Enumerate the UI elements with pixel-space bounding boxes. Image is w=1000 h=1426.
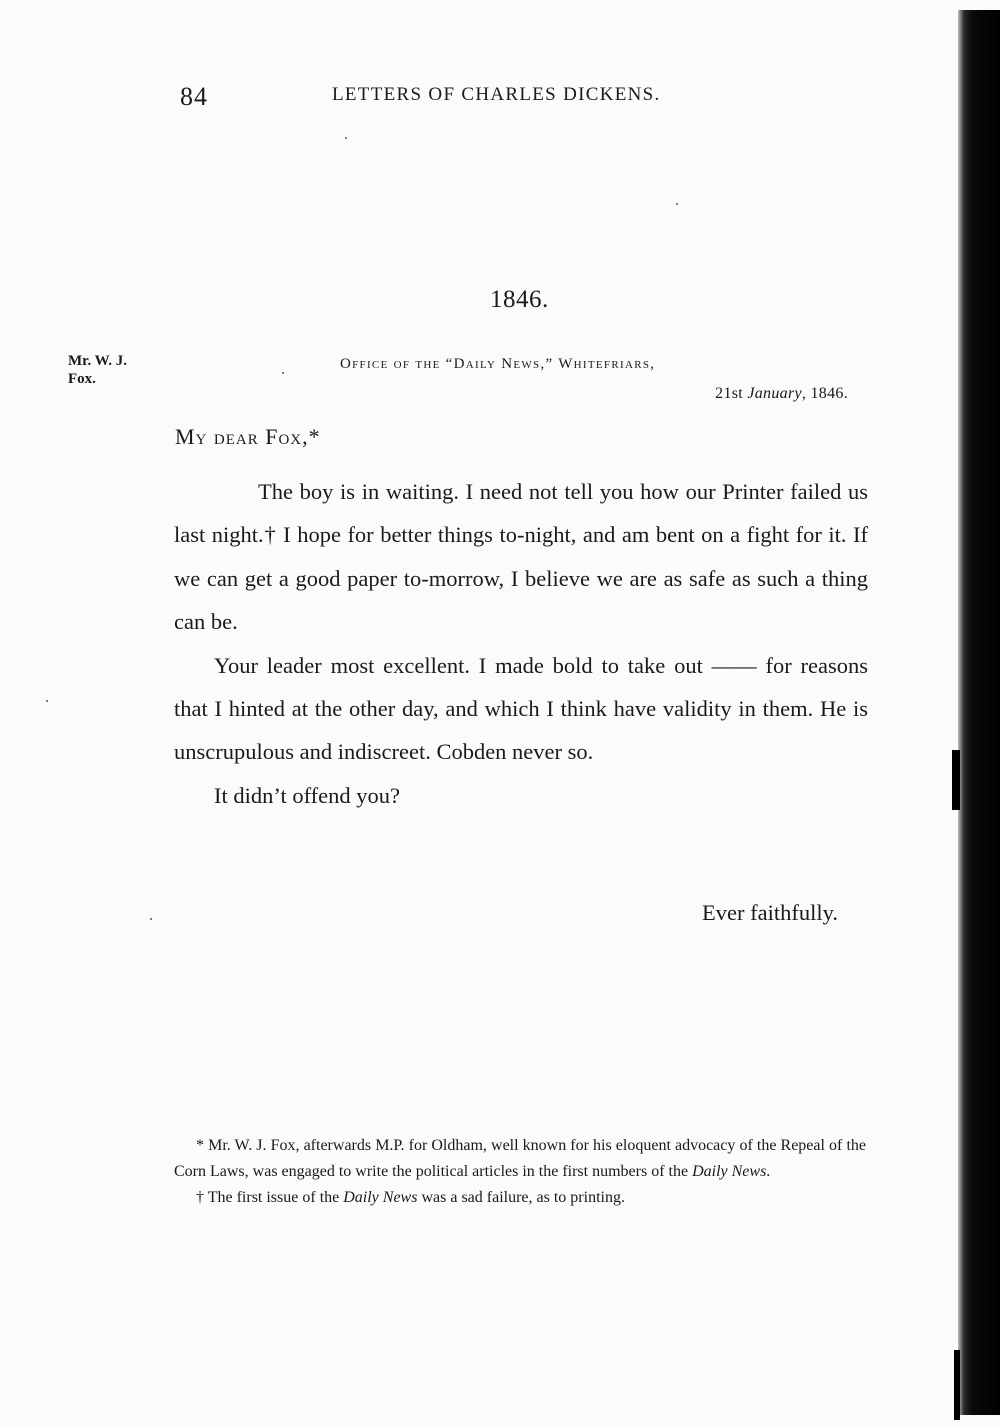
scan-speck: [46, 700, 48, 702]
footnote-text: .: [766, 1163, 771, 1180]
paragraph: The boy is in waiting. I need not tell you how our Printer failed us last night.† I hope for better things to-night, and am bent on a fight for it. If we can get a good paper to-morrow, I believe we are as safe as such a thing can be.: [174, 479, 868, 635]
page-number: 84: [180, 82, 208, 111]
footnote-italic: Daily News: [692, 1163, 767, 1180]
scan-speck: [282, 372, 284, 374]
date-year: , 1846.: [801, 385, 848, 402]
date-month: January: [743, 385, 802, 402]
running-head: LETTERS OF CHARLES DICKENS.: [332, 84, 661, 105]
letter-date: [600, 385, 848, 403]
margin-note: [68, 352, 168, 388]
scan-edge: [958, 10, 1000, 1415]
scan-speck: [676, 203, 678, 205]
paragraph: Your leader most excellent. I made bold to take out —— for reasons that I hinted at the other day, and which I think have validity in them. He is unscrupulous and indiscreet. Cobden never so.: [174, 652, 868, 765]
margin-note-line: Mr. W. J.: [68, 353, 128, 369]
closing: Ever faithfully.: [702, 900, 838, 925]
paragraph: It didn’t offend you?: [214, 782, 401, 808]
letter-body: [174, 470, 868, 817]
footnote: [174, 1133, 866, 1185]
year-heading: 1846.: [490, 286, 549, 313]
date-day: 21st: [715, 385, 744, 402]
scan-speck: [150, 918, 152, 920]
footnote-text: * Mr. W. J. Fox, afterwards M.P. for Oldham, well known for his eloquent advocacy of the Repeal of the Corn Laws, was engaged to write the political articles in the first numbers of the: [174, 1137, 866, 1180]
margin-note-line: Fox.: [68, 371, 96, 387]
footnote-text: † The first issue of the: [196, 1189, 344, 1206]
scan-speck: [345, 137, 347, 139]
footnotes: [174, 1133, 866, 1211]
footnote: [174, 1185, 866, 1211]
footnote-italic: Daily News: [343, 1189, 418, 1206]
salutation: My dear Fox,*: [175, 424, 321, 449]
footnote-text: was a sad failure, as to printing.: [417, 1189, 625, 1206]
letter-address: Office of the “Daily News,” Whitefriars,: [340, 356, 656, 372]
